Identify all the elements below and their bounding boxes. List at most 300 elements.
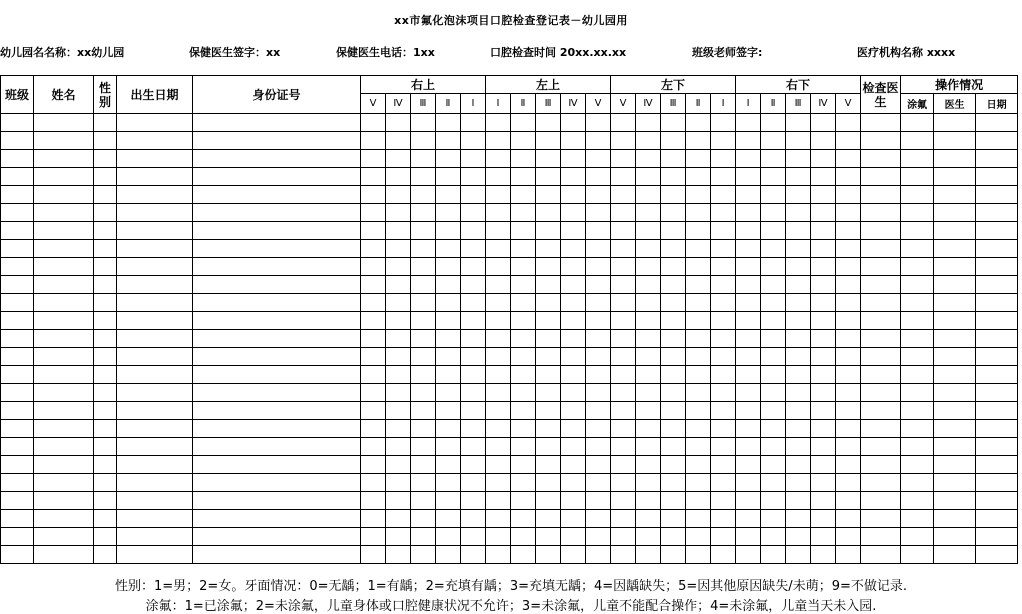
table-cell[interactable] (361, 438, 386, 456)
table-cell[interactable] (811, 510, 836, 528)
table-cell[interactable] (811, 492, 836, 510)
table-cell[interactable] (511, 132, 536, 150)
table-cell[interactable] (661, 114, 686, 132)
table-cell[interactable] (736, 258, 761, 276)
table-cell[interactable] (811, 402, 836, 420)
table-cell[interactable] (636, 384, 661, 402)
table-cell[interactable] (861, 384, 901, 402)
table-cell[interactable] (193, 366, 361, 384)
table-cell[interactable] (34, 276, 94, 294)
table-cell[interactable] (561, 456, 586, 474)
table-cell[interactable] (836, 366, 861, 384)
table-cell[interactable] (711, 168, 736, 186)
table-cell[interactable] (661, 402, 686, 420)
table-cell[interactable] (486, 222, 511, 240)
table-cell[interactable] (486, 402, 511, 420)
table-cell[interactable] (361, 168, 386, 186)
table-cell[interactable] (561, 366, 586, 384)
table-cell[interactable] (34, 528, 94, 546)
table-cell[interactable] (901, 114, 934, 132)
table-cell[interactable] (34, 150, 94, 168)
table-cell[interactable] (686, 114, 711, 132)
table-cell[interactable] (94, 168, 117, 186)
table-cell[interactable] (461, 348, 486, 366)
table-cell[interactable] (736, 510, 761, 528)
table-cell[interactable] (511, 204, 536, 222)
table-cell[interactable] (786, 222, 811, 240)
table-cell[interactable] (461, 330, 486, 348)
table-cell[interactable] (934, 114, 976, 132)
table-cell[interactable] (34, 546, 94, 564)
table-cell[interactable] (94, 492, 117, 510)
table-cell[interactable] (636, 258, 661, 276)
table-cell[interactable] (861, 258, 901, 276)
table-cell[interactable] (586, 150, 611, 168)
table-cell[interactable] (711, 312, 736, 330)
table-cell[interactable] (786, 312, 811, 330)
table-cell[interactable] (536, 546, 561, 564)
table-cell[interactable] (686, 546, 711, 564)
table-cell[interactable] (811, 546, 836, 564)
table-cell[interactable] (436, 474, 461, 492)
table-cell[interactable] (561, 420, 586, 438)
table-cell[interactable] (611, 474, 636, 492)
table-cell[interactable] (836, 114, 861, 132)
table-cell[interactable] (711, 186, 736, 204)
table-cell[interactable] (636, 186, 661, 204)
table-cell[interactable] (94, 420, 117, 438)
table-cell[interactable] (686, 204, 711, 222)
table-cell[interactable] (711, 348, 736, 366)
table-cell[interactable] (736, 312, 761, 330)
table-cell[interactable] (436, 492, 461, 510)
table-cell[interactable] (461, 528, 486, 546)
table-cell[interactable] (586, 114, 611, 132)
table-cell[interactable] (561, 528, 586, 546)
table-cell[interactable] (661, 150, 686, 168)
table-cell[interactable] (761, 366, 786, 384)
table-cell[interactable] (361, 330, 386, 348)
table-cell[interactable] (511, 402, 536, 420)
table-cell[interactable] (386, 150, 411, 168)
table-cell[interactable] (761, 294, 786, 312)
table-cell[interactable] (711, 150, 736, 168)
table-cell[interactable] (711, 330, 736, 348)
table-cell[interactable] (586, 132, 611, 150)
table-cell[interactable] (436, 510, 461, 528)
table-cell[interactable] (736, 384, 761, 402)
table-cell[interactable] (561, 240, 586, 258)
table-cell[interactable] (361, 384, 386, 402)
table-cell[interactable] (561, 330, 586, 348)
table-cell[interactable] (386, 258, 411, 276)
table-cell[interactable] (976, 258, 1018, 276)
table-cell[interactable] (94, 384, 117, 402)
table-cell[interactable] (934, 348, 976, 366)
table-cell[interactable] (461, 312, 486, 330)
table-cell[interactable] (536, 330, 561, 348)
table-cell[interactable] (686, 366, 711, 384)
table-cell[interactable] (486, 348, 511, 366)
table-cell[interactable] (411, 492, 436, 510)
table-cell[interactable] (536, 456, 561, 474)
table-cell[interactable] (1, 132, 34, 150)
table-cell[interactable] (611, 420, 636, 438)
table-cell[interactable] (561, 474, 586, 492)
table-cell[interactable] (193, 258, 361, 276)
table-cell[interactable] (461, 222, 486, 240)
table-cell[interactable] (711, 474, 736, 492)
table-cell[interactable] (536, 384, 561, 402)
table-cell[interactable] (561, 294, 586, 312)
table-cell[interactable] (636, 204, 661, 222)
table-cell[interactable] (586, 204, 611, 222)
table-cell[interactable] (736, 330, 761, 348)
table-cell[interactable] (976, 132, 1018, 150)
table-cell[interactable] (536, 168, 561, 186)
table-cell[interactable] (536, 132, 561, 150)
table-cell[interactable] (1, 402, 34, 420)
table-cell[interactable] (934, 402, 976, 420)
table-cell[interactable] (611, 276, 636, 294)
table-cell[interactable] (117, 456, 193, 474)
table-cell[interactable] (117, 312, 193, 330)
table-cell[interactable] (511, 330, 536, 348)
table-cell[interactable] (34, 402, 94, 420)
table-cell[interactable] (486, 546, 511, 564)
table-cell[interactable] (511, 438, 536, 456)
table-cell[interactable] (736, 114, 761, 132)
table-cell[interactable] (461, 510, 486, 528)
table-cell[interactable] (461, 258, 486, 276)
table-cell[interactable] (861, 366, 901, 384)
table-cell[interactable] (661, 384, 686, 402)
table-cell[interactable] (661, 222, 686, 240)
table-cell[interactable] (193, 438, 361, 456)
table-cell[interactable] (861, 420, 901, 438)
table-cell[interactable] (934, 546, 976, 564)
table-cell[interactable] (786, 276, 811, 294)
table-cell[interactable] (861, 114, 901, 132)
table-cell[interactable] (686, 348, 711, 366)
table-cell[interactable] (1, 420, 34, 438)
table-cell[interactable] (386, 528, 411, 546)
table-cell[interactable] (636, 546, 661, 564)
table-cell[interactable] (786, 258, 811, 276)
table-cell[interactable] (761, 168, 786, 186)
table-cell[interactable] (1, 150, 34, 168)
table-cell[interactable] (536, 366, 561, 384)
table-cell[interactable] (94, 222, 117, 240)
table-cell[interactable] (561, 258, 586, 276)
table-cell[interactable] (436, 258, 461, 276)
table-cell[interactable] (786, 546, 811, 564)
table-cell[interactable] (976, 510, 1018, 528)
table-cell[interactable] (836, 168, 861, 186)
table-cell[interactable] (761, 420, 786, 438)
table-cell[interactable] (901, 312, 934, 330)
table-cell[interactable] (386, 492, 411, 510)
table-cell[interactable] (976, 150, 1018, 168)
table-cell[interactable] (461, 204, 486, 222)
table-cell[interactable] (411, 114, 436, 132)
table-cell[interactable] (193, 330, 361, 348)
table-cell[interactable] (761, 438, 786, 456)
table-cell[interactable] (34, 492, 94, 510)
table-cell[interactable] (361, 114, 386, 132)
table-cell[interactable] (976, 420, 1018, 438)
table-cell[interactable] (536, 420, 561, 438)
table-cell[interactable] (436, 456, 461, 474)
table-cell[interactable] (1, 204, 34, 222)
table-cell[interactable] (736, 240, 761, 258)
table-cell[interactable] (94, 132, 117, 150)
table-cell[interactable] (836, 546, 861, 564)
table-cell[interactable] (686, 294, 711, 312)
table-cell[interactable] (611, 294, 636, 312)
table-cell[interactable] (34, 204, 94, 222)
table-cell[interactable] (836, 204, 861, 222)
table-cell[interactable] (636, 150, 661, 168)
table-cell[interactable] (411, 222, 436, 240)
table-cell[interactable] (586, 456, 611, 474)
table-cell[interactable] (786, 240, 811, 258)
table-cell[interactable] (193, 510, 361, 528)
table-cell[interactable] (686, 168, 711, 186)
table-cell[interactable] (436, 438, 461, 456)
table-cell[interactable] (117, 150, 193, 168)
table-cell[interactable] (836, 510, 861, 528)
table-cell[interactable] (386, 402, 411, 420)
table-cell[interactable] (436, 114, 461, 132)
table-cell[interactable] (686, 384, 711, 402)
table-cell[interactable] (811, 528, 836, 546)
table-cell[interactable] (901, 204, 934, 222)
table-cell[interactable] (786, 294, 811, 312)
table-cell[interactable] (661, 420, 686, 438)
table-cell[interactable] (386, 204, 411, 222)
table-cell[interactable] (361, 546, 386, 564)
table-cell[interactable] (34, 240, 94, 258)
table-cell[interactable] (686, 456, 711, 474)
table-cell[interactable] (811, 438, 836, 456)
table-cell[interactable] (786, 330, 811, 348)
table-cell[interactable] (636, 294, 661, 312)
table-cell[interactable] (586, 384, 611, 402)
table-cell[interactable] (736, 132, 761, 150)
table-cell[interactable] (561, 312, 586, 330)
table-cell[interactable] (117, 420, 193, 438)
table-cell[interactable] (976, 438, 1018, 456)
table-cell[interactable] (786, 528, 811, 546)
table-cell[interactable] (611, 348, 636, 366)
table-cell[interactable] (901, 186, 934, 204)
table-cell[interactable] (511, 348, 536, 366)
table-cell[interactable] (861, 312, 901, 330)
table-cell[interactable] (636, 438, 661, 456)
table-cell[interactable] (411, 186, 436, 204)
table-cell[interactable] (511, 150, 536, 168)
table-cell[interactable] (836, 132, 861, 150)
table-cell[interactable] (1, 528, 34, 546)
table-cell[interactable] (761, 312, 786, 330)
table-cell[interactable] (934, 492, 976, 510)
table-cell[interactable] (901, 456, 934, 474)
table-cell[interactable] (686, 132, 711, 150)
table-cell[interactable] (511, 258, 536, 276)
table-cell[interactable] (661, 132, 686, 150)
table-cell[interactable] (786, 402, 811, 420)
table-cell[interactable] (661, 492, 686, 510)
table-cell[interactable] (586, 294, 611, 312)
table-cell[interactable] (94, 366, 117, 384)
table-cell[interactable] (94, 312, 117, 330)
table-cell[interactable] (34, 366, 94, 384)
table-cell[interactable] (486, 132, 511, 150)
table-cell[interactable] (786, 348, 811, 366)
table-cell[interactable] (461, 546, 486, 564)
table-cell[interactable] (1, 294, 34, 312)
table-cell[interactable] (94, 294, 117, 312)
table-cell[interactable] (386, 420, 411, 438)
table-cell[interactable] (586, 438, 611, 456)
table-cell[interactable] (536, 474, 561, 492)
table-cell[interactable] (117, 510, 193, 528)
table-cell[interactable] (686, 492, 711, 510)
table-cell[interactable] (811, 474, 836, 492)
table-cell[interactable] (361, 204, 386, 222)
table-cell[interactable] (586, 510, 611, 528)
table-cell[interactable] (436, 366, 461, 384)
table-cell[interactable] (386, 114, 411, 132)
table-cell[interactable] (436, 402, 461, 420)
table-cell[interactable] (861, 240, 901, 258)
table-cell[interactable] (561, 384, 586, 402)
table-cell[interactable] (586, 474, 611, 492)
table-cell[interactable] (511, 474, 536, 492)
table-cell[interactable] (711, 546, 736, 564)
table-cell[interactable] (361, 528, 386, 546)
table-cell[interactable] (34, 294, 94, 312)
table-cell[interactable] (811, 348, 836, 366)
table-cell[interactable] (411, 330, 436, 348)
table-cell[interactable] (34, 186, 94, 204)
table-cell[interactable] (934, 510, 976, 528)
table-cell[interactable] (636, 366, 661, 384)
table-cell[interactable] (561, 150, 586, 168)
table-cell[interactable] (1, 312, 34, 330)
table-cell[interactable] (836, 492, 861, 510)
table-cell[interactable] (861, 438, 901, 456)
table-cell[interactable] (686, 330, 711, 348)
table-cell[interactable] (636, 456, 661, 474)
table-cell[interactable] (561, 402, 586, 420)
table-cell[interactable] (361, 510, 386, 528)
table-cell[interactable] (786, 384, 811, 402)
table-cell[interactable] (94, 258, 117, 276)
table-cell[interactable] (686, 276, 711, 294)
table-cell[interactable] (386, 384, 411, 402)
table-cell[interactable] (934, 132, 976, 150)
table-cell[interactable] (836, 474, 861, 492)
table-cell[interactable] (94, 276, 117, 294)
table-cell[interactable] (461, 276, 486, 294)
table-cell[interactable] (976, 312, 1018, 330)
table-cell[interactable] (934, 330, 976, 348)
table-cell[interactable] (486, 204, 511, 222)
table-cell[interactable] (636, 492, 661, 510)
table-cell[interactable] (436, 132, 461, 150)
table-cell[interactable] (786, 168, 811, 186)
table-cell[interactable] (411, 384, 436, 402)
table-cell[interactable] (1, 168, 34, 186)
table-cell[interactable] (836, 330, 861, 348)
table-cell[interactable] (561, 510, 586, 528)
table-cell[interactable] (736, 186, 761, 204)
table-cell[interactable] (511, 276, 536, 294)
table-cell[interactable] (836, 222, 861, 240)
table-cell[interactable] (361, 186, 386, 204)
table-cell[interactable] (836, 150, 861, 168)
table-cell[interactable] (193, 294, 361, 312)
table-cell[interactable] (736, 492, 761, 510)
table-cell[interactable] (711, 456, 736, 474)
table-cell[interactable] (117, 492, 193, 510)
table-cell[interactable] (361, 258, 386, 276)
table-cell[interactable] (193, 492, 361, 510)
table-cell[interactable] (661, 438, 686, 456)
table-cell[interactable] (486, 114, 511, 132)
table-cell[interactable] (411, 258, 436, 276)
table-cell[interactable] (661, 276, 686, 294)
table-cell[interactable] (901, 420, 934, 438)
table-cell[interactable] (586, 492, 611, 510)
table-cell[interactable] (686, 510, 711, 528)
table-cell[interactable] (976, 402, 1018, 420)
table-cell[interactable] (586, 240, 611, 258)
table-cell[interactable] (117, 222, 193, 240)
table-cell[interactable] (836, 456, 861, 474)
table-cell[interactable] (536, 312, 561, 330)
table-cell[interactable] (711, 222, 736, 240)
table-cell[interactable] (411, 204, 436, 222)
table-cell[interactable] (34, 114, 94, 132)
table-cell[interactable] (611, 528, 636, 546)
table-cell[interactable] (536, 114, 561, 132)
table-cell[interactable] (34, 348, 94, 366)
table-cell[interactable] (34, 258, 94, 276)
table-cell[interactable] (1, 456, 34, 474)
table-cell[interactable] (1, 492, 34, 510)
table-cell[interactable] (34, 510, 94, 528)
table-cell[interactable] (611, 168, 636, 186)
table-cell[interactable] (411, 348, 436, 366)
table-cell[interactable] (436, 150, 461, 168)
table-cell[interactable] (901, 330, 934, 348)
table-cell[interactable] (34, 132, 94, 150)
table-cell[interactable] (686, 222, 711, 240)
table-cell[interactable] (461, 132, 486, 150)
table-cell[interactable] (193, 474, 361, 492)
table-cell[interactable] (811, 150, 836, 168)
table-cell[interactable] (786, 150, 811, 168)
table-cell[interactable] (934, 438, 976, 456)
table-cell[interactable] (901, 348, 934, 366)
table-cell[interactable] (436, 276, 461, 294)
table-cell[interactable] (686, 312, 711, 330)
table-cell[interactable] (561, 276, 586, 294)
table-cell[interactable] (361, 132, 386, 150)
